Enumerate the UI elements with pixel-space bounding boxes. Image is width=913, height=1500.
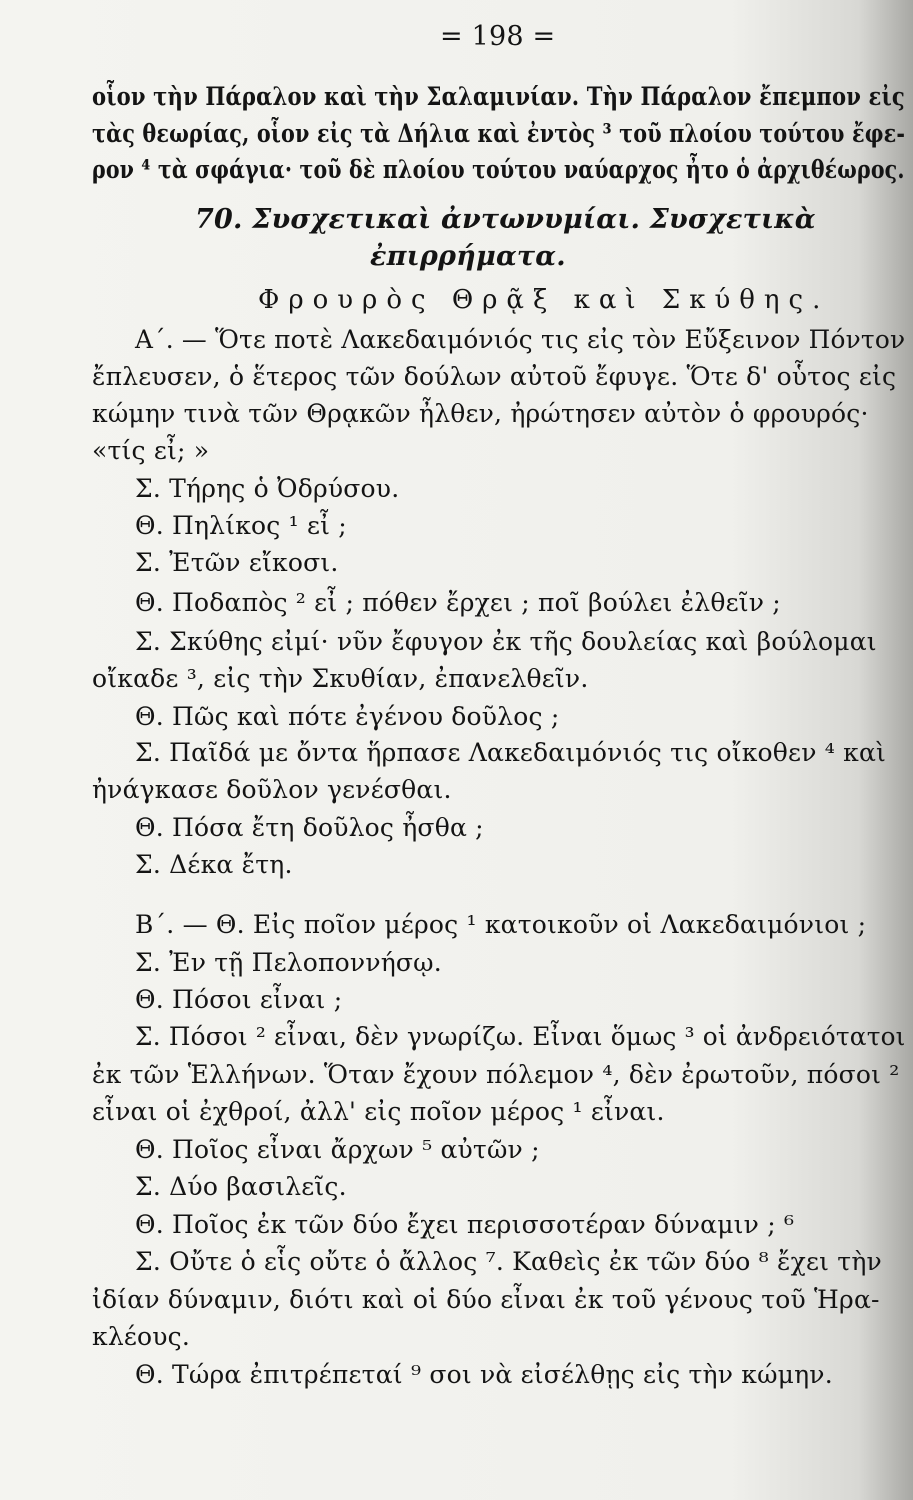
dialogue-line: Β΄. — Θ. Εἰς ποῖον μέρος ¹ κατοικοῦν οἱ Λακεδαιμόνιοι ;: [135, 910, 867, 939]
section-number: 70.: [195, 204, 243, 235]
section-title: Συσχετικαὶ ἀντωνυμίαι. Συσχετικὰ: [252, 204, 816, 235]
dialogue-line: Σ. Παῖδά με ὄντα ἥρπασε Λακεδαιμόνιός τις οἴκοθεν ⁴ καὶ: [135, 738, 887, 767]
dialogue-line: Θ. Πόσα ἔτη δοῦλος ἦσθα ;: [135, 813, 484, 842]
dialogue-line: Α΄. — Ὅτε ποτὲ Λακεδαιμόνιός τις εἰς τὸν Εὔξεινον Πόντον: [135, 325, 906, 354]
dialogue-line: Θ. Πηλίκος ¹ εἶ ;: [135, 511, 347, 540]
dialogue-line: Θ. Τώρα ἐπιτρέπεταί ⁹ σοι νὰ εἰσέλθῃς εἰς τὴν κώμην.: [135, 1360, 833, 1389]
dialogue-line: Σ. Ἐτῶν εἴκοσι.: [135, 548, 339, 577]
dialogue-line: εἶναι οἱ ἐχθροί, ἀλλ' εἰς ποῖον μέρος ¹ εἶναι.: [92, 1097, 665, 1126]
dialogue-line: Θ. Πόσοι εἶναι ;: [135, 985, 343, 1014]
dialogue-line: Θ. Ποῖος ἐκ τῶν δύο ἔχει περισσοτέραν δύναμιν ; ⁶: [135, 1210, 795, 1239]
dialogue-line: Σ. Πόσοι ² εἶναι, δὲν γνωρίζω. Εἶναι ὅμως ³ οἱ ἀνδρειότατοι: [135, 1022, 906, 1051]
text-line: οἷον τὴν Πάραλον καὶ τὴν Σαλαμινίαν. Τὴν Πάραλον ἔπεμπον εἰς: [92, 82, 905, 111]
page-number: = 198 =: [440, 21, 556, 52]
dialogue-line: Σ. Δέκα ἔτη.: [135, 850, 293, 879]
dialogue-line: ἰδίαν δύναμιν, διότι καὶ οἱ δύο εἶναι ἐκ τοῦ γένους τοῦ Ἡρα-: [92, 1285, 880, 1314]
dialogue-line: Θ. Ποῖος εἶναι ἄρχων ⁵ αὐτῶν ;: [135, 1135, 540, 1164]
dialogue-line: «τίς εἶ; »: [92, 436, 210, 465]
dialogue-line: οἴκαδε ³, εἰς τὴν Σκυθίαν, ἐπανελθεῖν.: [92, 664, 589, 693]
dialogue-line: Σ. Οὔτε ὁ εἷς οὔτε ὁ ἄλλος ⁷. Καθεὶς ἐκ τῶν δύο ⁸ ἔχει τὴν: [135, 1247, 882, 1276]
dialogue-line: Σ. Τήρης ὁ Ὀδρύσου.: [135, 474, 400, 503]
dialogue-line: Σ. Ἐν τῇ Πελοποννήσῳ.: [135, 948, 442, 977]
dialogue-line: κλέους.: [92, 1322, 191, 1351]
dialogue-line: κώμην τινὰ τῶν Θρᾳκῶν ἦλθεν, ἠρώτησεν αὐτὸν ὁ φρουρός·: [92, 399, 869, 428]
section-title-continued: ἐπιρρήματα.: [370, 241, 566, 272]
dialogue-line: Σ. Δύο βασιλεῖς.: [135, 1172, 347, 1201]
dialogue-line: ἠνάγκασε δοῦλον γενέσθαι.: [92, 775, 452, 804]
dialogue-line: Σ. Σκύθης εἰμί· νῦν ἔφυγον ἐκ τῆς δουλείας καὶ βούλομαι: [135, 627, 877, 656]
text-line: ρον ⁴ τὰ σφάγια· τοῦ δὲ πλοίου τούτου ναύαρχος ἦτο ὁ ἀρχιθέωρος.: [92, 155, 905, 184]
text-line: τὰς θεωρίας, οἷον εἰς τὰ Δήλια καὶ ἐντὸς ³ τοῦ πλοίου τούτου ἔφε-: [92, 119, 906, 148]
section-subtitle: Φρουρὸς Θρᾷξ καὶ Σκύθης.: [258, 285, 830, 315]
section-heading: [195, 205, 816, 235]
dialogue-line: ἐκ τῶν Ἑλλήνων. Ὅταν ἔχουν πόλεμον ⁴, δὲν ἐρωτοῦν, πόσοι ²: [92, 1060, 900, 1089]
dialogue-line: Θ. Πῶς καὶ πότε ἐγένου δοῦλος ;: [135, 702, 560, 731]
dialogue-line: ἔπλευσεν, ὁ ἕτερος τῶν δούλων αὐτοῦ ἔφυγε. Ὅτε δ' οὗτος εἰς: [92, 362, 897, 391]
dialogue-line: Θ. Ποδαπὸς ² εἶ ; πόθεν ἔρχει ; ποῖ βούλει ἐλθεῖν ;: [135, 588, 781, 617]
